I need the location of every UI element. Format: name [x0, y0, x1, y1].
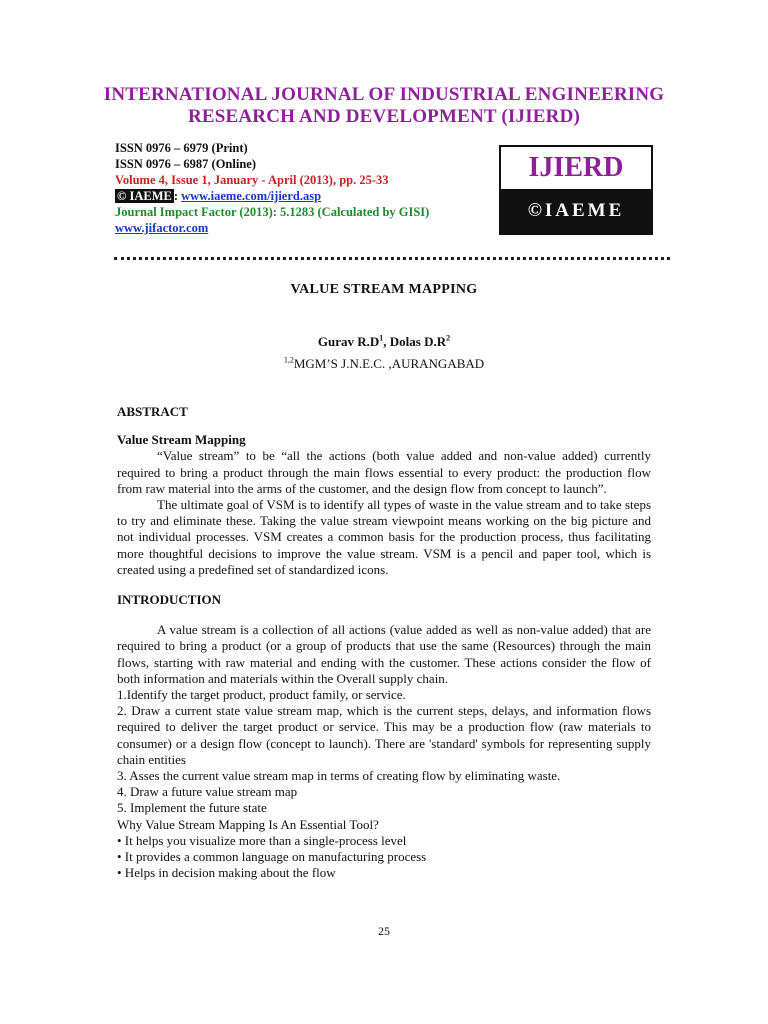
- author-1: Gurav R.D: [317, 334, 380, 349]
- why-question: Why Value Stream Mapping Is An Essential Tool?: [117, 816, 379, 832]
- step-4: 4. Draw a future value stream map: [117, 784, 298, 800]
- header-divider: [114, 257, 670, 266]
- issn-print: ISSN 0976 – 6979 (Print): [115, 141, 248, 155]
- journal-logo-box: [499, 145, 653, 235]
- jifactor-link[interactable]: www.jifactor.com: [115, 221, 209, 235]
- publisher-sep: :: [173, 189, 182, 203]
- publisher-mark: © IAEME: [117, 189, 172, 203]
- introduction-heading: INTRODUCTION: [117, 592, 222, 608]
- author-2-sup: 2: [446, 333, 451, 343]
- bullet-3: • Helps in decision making about the flow: [117, 865, 336, 881]
- affiliation: [60, 356, 708, 372]
- authors: [60, 334, 708, 350]
- impact-factor: Journal Impact Factor (2013): 5.1283 (Calculated by GISI): [115, 205, 430, 219]
- journal-title-line1: INTERNATIONAL JOURNAL OF INDUSTRIAL ENGINEERING: [103, 84, 665, 105]
- abstract-paragraph-2: The ultimate goal of VSM is to identify all types of waste in the value stream and to take steps to try and eliminate these. Taking the value stream viewpoint means working on the big picture and not individual processes. VSM creates a common basis for the production process, thus facilitating more thoughtful decisions to improve the value stream. VSM is a pencil and paper tool, which is created using a predefined set of standardized icons.: [117, 497, 651, 577]
- paper-body: [117, 404, 651, 881]
- publisher-url-link[interactable]: www.iaeme.com/ijierd.asp: [181, 189, 322, 203]
- journal-logo-name: IJIERD: [528, 152, 624, 183]
- journal-logo-publisher: ©IAEME: [501, 189, 651, 233]
- affiliation-text: MGM’S J.N.E.C. ,AURANGABAD: [293, 356, 485, 371]
- author-1-sup: 1: [379, 333, 384, 343]
- issn-online: ISSN 0976 – 6987 (Online): [115, 157, 256, 171]
- page-number: 25: [378, 924, 390, 938]
- journal-title: [60, 84, 708, 128]
- bullet-1: • It helps you visualize more than a single-process level: [117, 832, 407, 848]
- paper-title: VALUE STREAM MAPPING: [290, 282, 478, 297]
- author-separator: ,: [383, 334, 390, 349]
- journal-metadata: [115, 140, 429, 236]
- journal-title-line2: RESEARCH AND DEVELOPMENT (IJIERD): [187, 106, 581, 127]
- step-3: 3. Asses the current value stream map in terms of creating flow by eliminating waste.: [117, 768, 561, 784]
- step-5: 5. Implement the future state: [117, 800, 267, 816]
- introduction-paragraph-1: A value stream is a collection of all actions (value added as well as non-value added) that are required to bring a product (or a group of products that use the same (Resources) through the main flows, starting with raw material and ending with the customer. These actions consider the flow of both information and materials within the Overall supply chain.: [117, 622, 651, 686]
- publisher-line: [115, 188, 429, 204]
- abstract-heading: ABSTRACT: [117, 404, 188, 419]
- abstract-subheading: Value Stream Mapping: [117, 432, 246, 448]
- volume-info: Volume 4, Issue 1, January - April (2013), pp. 25-33: [115, 173, 389, 187]
- abstract-paragraph-1: “Value stream” to be “all the actions (both value added and non-value added) currently required to bring a product through the main flows essential to every product: the production flow from raw material into the arms of the customer, and the design flow from concept to launch”.: [117, 448, 651, 496]
- step-2: 2. Draw a current state value stream map, which is the current steps, delays, and information flows required to deliver the target product or service. This may be a production flow (raw materials to consumer) or a design flow (concept to launch). There are 'standard' symbols for representing supply chain entities: [117, 703, 651, 767]
- affiliation-sup: 1,2: [283, 355, 294, 365]
- bullet-2: • It provides a common language on manufacturing process: [117, 849, 427, 865]
- author-2: Dolas D.R: [389, 334, 447, 349]
- step-1: 1.Identify the target product, product family, or service.: [117, 687, 406, 703]
